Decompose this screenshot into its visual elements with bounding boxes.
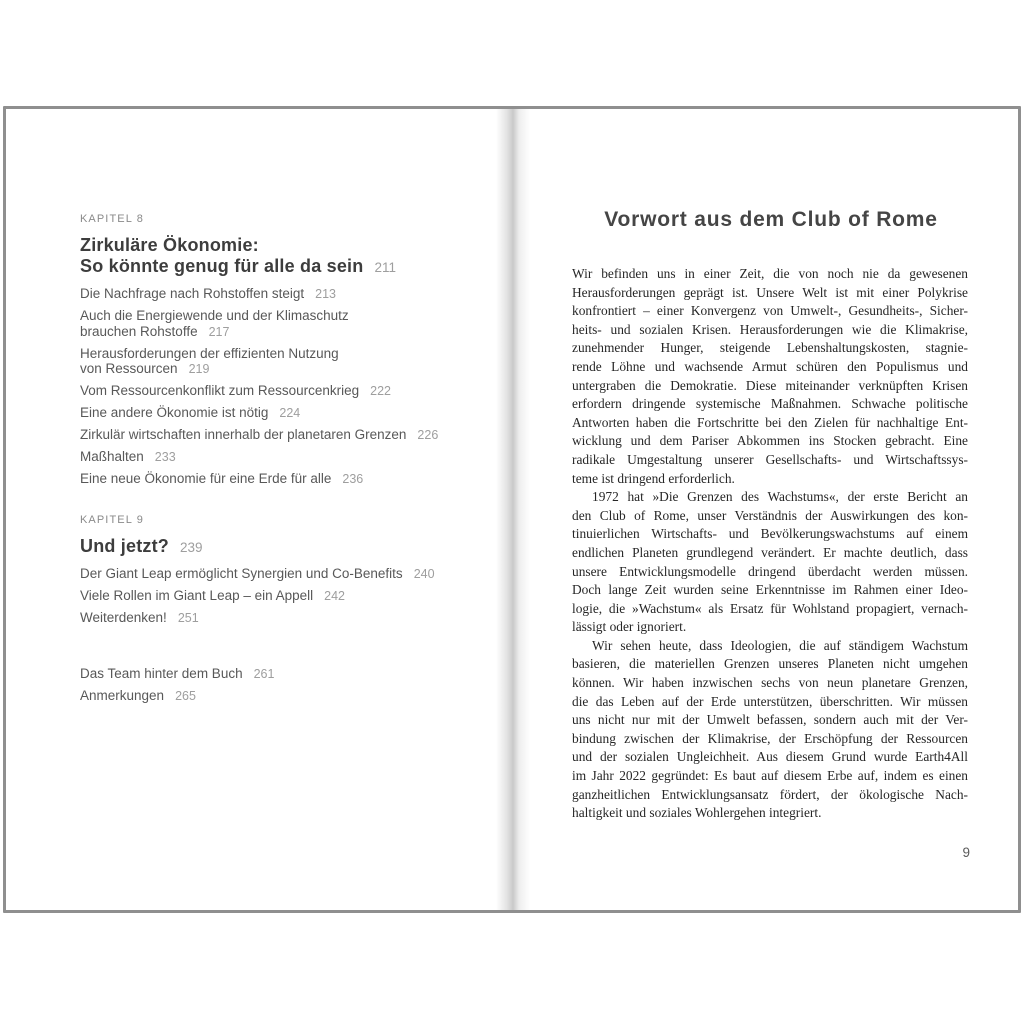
body-paragraph: [572, 637, 968, 823]
toc-entry-pagenum: 219: [188, 362, 210, 376]
toc-entry-pagenum: 236: [342, 472, 364, 486]
table-of-contents: [80, 213, 505, 710]
body-text-line: endlichen Planeten grundlegend verändert. Er machte deutlich, dass: [572, 544, 968, 560]
toc-entry: Herausforderungen der effizienten Nutzung von Ressourcen 219: [80, 345, 339, 376]
toc-entry: Der Giant Leap ermöglicht Synergien und Co-Benefits 240: [80, 565, 435, 581]
toc-entry-pagenum: 213: [315, 287, 336, 301]
body-text-line: Herausforderungen geprägt ist. Unsere Welt ist mit einer Polykrise: [572, 284, 968, 300]
chapter-kicker: KAPITEL 8: [80, 213, 144, 225]
toc-entry: Eine andere Ökonomie ist nötig 224: [80, 405, 301, 420]
toc-chapter: [80, 514, 505, 627]
chapter-title: Und jetzt? 239: [80, 535, 203, 556]
body-text-line: können. Wir haben inzwischen sechs von neun planetare Grenzen,: [572, 675, 968, 691]
chapter-kicker: KAPITEL 9: [80, 513, 144, 526]
body-paragraph: [572, 488, 968, 637]
chapter-pagenum: 239: [180, 539, 203, 555]
toc-entry: Eine neue Ökonomie für eine Erde für alle 236: [80, 471, 364, 486]
preface-body: [572, 265, 968, 823]
toc-entry-pagenum: 224: [279, 406, 301, 420]
body-text-line: konfrontiert – einer Konvergenz von Umwelt-, Gesundheits-, Sicher-: [572, 303, 968, 319]
toc-entry: Zirkulär wirtschaften innerhalb der planetaren Grenzen 226: [80, 427, 439, 442]
body-text-line: wicklung und dem Pariser Abkommen ins Stocken gebracht. Eine: [572, 433, 968, 449]
body-text-line: im Jahr 2022 gegründet: Es baut auf diesem Erbe auf, indem es einen: [572, 768, 968, 784]
body-text-line: untergraben die Demokratie. Diese miteinander verknüpften Krisen: [572, 377, 968, 393]
body-text-line: den Club of Rome, unser Verständnis der Auswirkungen des kon-: [572, 507, 968, 523]
toc-entry-pagenum: 226: [417, 428, 439, 442]
body-text-line: logie, die »Wachstum« als Ersatz für Wohlstand propagiert, vernach-: [572, 600, 968, 616]
body-text-line: haltigkeit und soziales Wohlergehen integriert.: [572, 805, 822, 821]
body-text-line: und der sozialen Ungleichheit. Aus diesem Grund wurde Earth4All: [572, 749, 968, 765]
chapter-pagenum: 211: [374, 260, 396, 275]
toc-entry: Auch die Energiewende und der Klimaschutz brauchen Rohstoffe 217: [80, 308, 349, 339]
toc-entry-pagenum: 217: [208, 324, 230, 339]
body-text-line: Wir befinden uns in einer Zeit, die von noch nie da gewesenen: [572, 266, 968, 281]
toc-entry: Das Team hinter dem Buch 261: [80, 666, 275, 681]
body-text-line: unsere Entwicklungsmodelle dringend überdacht werden müssen.: [572, 563, 968, 579]
toc-backmatter: [80, 666, 505, 705]
body-text-line: 1972 hat »Die Grenzen des Wachstums«, der erste Bericht an: [592, 489, 968, 505]
toc-entry-pagenum: 251: [177, 610, 199, 625]
toc-entry: Anmerkungen 265: [80, 688, 196, 703]
toc-entry: Die Nachfrage nach Rohstoffen steigt 213: [80, 286, 336, 301]
body-paragraph: [572, 265, 968, 488]
toc-chapter: [80, 213, 505, 488]
body-text-line: Antworten haben die Fortschritte bei den Zielen für nachhaltige Ent-: [572, 414, 968, 430]
chapter-entries: [80, 286, 505, 488]
toc-entry-pagenum: 242: [324, 588, 346, 603]
toc-entry-pagenum: 240: [413, 566, 435, 581]
toc-entry-pagenum: 265: [175, 689, 196, 703]
toc-entry-pagenum: 222: [370, 384, 391, 398]
body-text-line: heits- und sozialen Krisen. Herausforderungen wie die Klimakrise,: [572, 321, 968, 337]
body-text-line: basieren, die materiellen Grenzen unseres Planeten nicht umgehen: [572, 656, 968, 672]
toc-entry-pagenum: 261: [253, 667, 275, 681]
toc-entry-pagenum: 233: [154, 450, 176, 464]
toc-entry: Vom Ressourcenkonflikt zum Ressourcenkrieg 222: [80, 383, 391, 398]
body-text-line: tinuierlichen Wirtschafts- und Bevölkerungswachstums auf einem: [572, 526, 968, 542]
body-text-line: teme ist dringend erforderlich.: [572, 470, 735, 486]
body-text-line: bindung zwischen der Klimakrise, der Erschöpfung der Ressourcen: [572, 730, 968, 746]
body-text-line: zunehmender Hunger, steigende Lebenshaltungskosten, stagnie-: [572, 340, 968, 356]
body-text-line: ganzheitlichen Entwicklungsansatz fördert, der ökologische Nach-: [572, 786, 968, 802]
toc-entry: Weiterdenken! 251: [80, 609, 199, 625]
body-text-line: radikale Umgestaltung unserer Gesellschafts- und Wirtschaftssys-: [572, 451, 968, 467]
body-text-line: rende Löhne und wachsende Armut schüren den Populismus und: [572, 358, 968, 374]
body-text-line: lässigt oder ignoriert.: [572, 619, 687, 635]
body-text-line: uns nicht nur mit der Umwelt befassen, sondern auch mit der Ver-: [572, 712, 968, 728]
body-text-line: erfordern dringende systemische Maßnahmen. Schwache politische: [572, 396, 968, 412]
toc-entry: Viele Rollen im Giant Leap – ein Appell 242: [80, 587, 346, 603]
chapter-entries: [80, 566, 505, 627]
body-text-line: die das Leben auf der Erde unterstützen, überschritten. Wir müssen: [572, 693, 968, 709]
toc-entry: Maßhalten 233: [80, 449, 176, 464]
page-number: 9: [962, 845, 970, 860]
chapter-title: Zirkuläre Ökonomie: So könnte genug für alle da sein 211: [80, 235, 396, 276]
book-spread: [3, 106, 1021, 913]
body-text-line: Wir sehen heute, dass Ideologien, die auf ständigem Wachstum: [592, 637, 968, 653]
body-text-line: Doch lange Zeit wurden seine Erkenntnisse im Rahmen einer Ideo-: [572, 582, 968, 598]
preface-title: Vorwort aus dem Club of Rome: [604, 208, 938, 231]
